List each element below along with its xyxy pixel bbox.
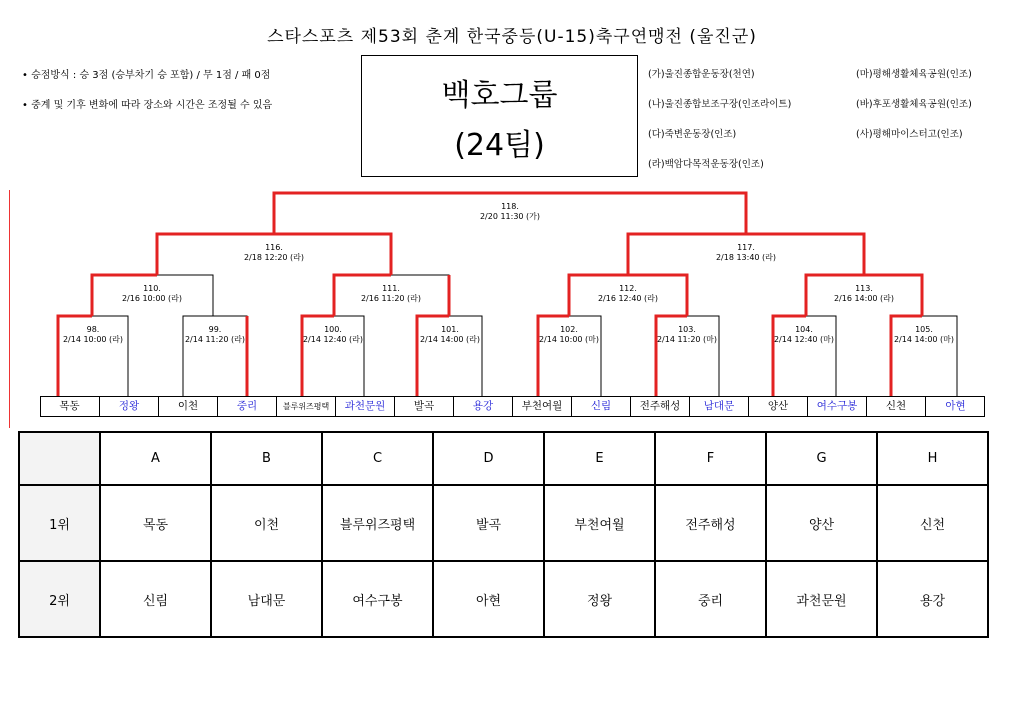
match-time: 2/16 10:00 (라) bbox=[121, 294, 183, 303]
team-namdaemun: 남대문 bbox=[689, 396, 748, 417]
match-112 bbox=[578, 284, 678, 304]
header-cell: H bbox=[877, 432, 988, 485]
match-no: 102. bbox=[560, 325, 578, 334]
table-cell: 남대문 bbox=[211, 561, 322, 637]
match-no: 112. bbox=[619, 284, 637, 293]
match-time: 2/18 12:20 (라) bbox=[243, 253, 305, 262]
match-113 bbox=[814, 284, 914, 304]
match-102 bbox=[532, 325, 606, 345]
match-103 bbox=[650, 325, 724, 345]
match-time: 2/16 12:40 (라) bbox=[597, 294, 659, 303]
match-105 bbox=[887, 325, 961, 345]
team-jeonju-haeseong: 전주해성 bbox=[630, 396, 689, 417]
scoring-note: • 승점방식 : 승 3점 (승부차기 승 포함) / 무 1점 / 패 0점 bbox=[22, 70, 271, 81]
match-time: 2/14 12:40 (라) bbox=[302, 335, 364, 344]
match-time: 2/14 12:40 (마) bbox=[773, 335, 835, 344]
team-sincheon: 신천 bbox=[866, 396, 925, 417]
match-time: 2/14 11:20 (마) bbox=[656, 335, 718, 344]
team-ahyeon: 아현 bbox=[925, 396, 985, 417]
table-cell: 이천 bbox=[211, 485, 322, 561]
team-bluewiz-pyeongtaek: 블루위즈평택 bbox=[276, 396, 335, 417]
match-100 bbox=[296, 325, 370, 345]
match-101 bbox=[413, 325, 487, 345]
table-cell: 여수구봉 bbox=[322, 561, 433, 637]
match-116 bbox=[224, 243, 324, 263]
header-cell: A bbox=[100, 432, 211, 485]
venue-ba: (바)후포생활체육공원(인조) bbox=[856, 99, 972, 110]
venue-na: (나)울진종합보조구장(인조라이트) bbox=[648, 99, 792, 110]
table-cell: 정왕 bbox=[544, 561, 655, 637]
match-time: 2/14 10:00 (마) bbox=[538, 335, 600, 344]
table-cell: 중리 bbox=[655, 561, 766, 637]
match-no: 118. bbox=[501, 202, 519, 211]
match-118 bbox=[460, 202, 560, 222]
match-time: 2/14 11:20 (라) bbox=[184, 335, 246, 344]
header-cell: E bbox=[544, 432, 655, 485]
match-time: 2/14 14:00 (마) bbox=[893, 335, 955, 344]
match-time: 2/14 14:00 (라) bbox=[419, 335, 481, 344]
match-104 bbox=[767, 325, 841, 345]
table-cell: 목동 bbox=[100, 485, 211, 561]
rank-label: 1위 bbox=[19, 485, 100, 561]
table-cell: 용강 bbox=[877, 561, 988, 637]
match-time: 2/16 14:00 (라) bbox=[833, 294, 895, 303]
match-time: 2/14 10:00 (라) bbox=[62, 335, 124, 344]
venue-da: (다)죽변운동장(인조) bbox=[648, 129, 737, 140]
group-count: (24팀) bbox=[454, 128, 545, 163]
team-mokdong: 목동 bbox=[59, 400, 80, 412]
table-cell: 신림 bbox=[100, 561, 211, 637]
match-no: 111. bbox=[382, 284, 400, 293]
venue-ma: (마)평해생활체육공원(인조) bbox=[856, 69, 972, 80]
team-bucheon-yeowol: 부천여월 bbox=[512, 396, 571, 417]
venue-ga: (가)울진종합운동장(천연) bbox=[648, 69, 755, 80]
team-jungri: 중리 bbox=[217, 396, 276, 417]
header-cell: B bbox=[211, 432, 322, 485]
header-cell: G bbox=[766, 432, 877, 485]
match-no: 110. bbox=[143, 284, 161, 293]
header-cell: F bbox=[655, 432, 766, 485]
match-no: 98. bbox=[86, 325, 100, 334]
match-117 bbox=[696, 243, 796, 263]
page-title: 스타스포츠 제53회 춘계 한국중등(U-15)축구연맹전 (울진군) bbox=[267, 27, 757, 47]
results-table bbox=[18, 431, 989, 638]
table-cell: 발곡 bbox=[433, 485, 544, 561]
match-no: 99. bbox=[208, 325, 222, 334]
table-cell: 아현 bbox=[433, 561, 544, 637]
table-cell: 신천 bbox=[877, 485, 988, 561]
table-cell: 블루위즈평택 bbox=[322, 485, 433, 561]
match-no: 100. bbox=[324, 325, 342, 334]
venue-sa: (사)평해마이스터고(인조) bbox=[856, 129, 963, 140]
match-111 bbox=[341, 284, 441, 304]
table-cell: 전주해성 bbox=[655, 485, 766, 561]
table-cell: 양산 bbox=[766, 485, 877, 561]
match-no: 105. bbox=[915, 325, 933, 334]
match-no: 113. bbox=[855, 284, 873, 293]
match-time: 2/18 13:40 (라) bbox=[715, 253, 777, 262]
team-jeongwang: 정왕 bbox=[99, 396, 158, 417]
team-sillim: 신림 bbox=[571, 396, 630, 417]
table-cell: 과천문원 bbox=[766, 561, 877, 637]
schedule-note: • 중계 및 기후 변화에 따라 장소와 시간은 조정될 수 있음 bbox=[22, 100, 273, 111]
results-row-second bbox=[19, 561, 988, 637]
match-no: 104. bbox=[795, 325, 813, 334]
results-header-row bbox=[19, 432, 988, 485]
header-cell: D bbox=[433, 432, 544, 485]
match-no: 117. bbox=[737, 243, 755, 252]
match-110 bbox=[102, 284, 202, 304]
match-98 bbox=[56, 325, 130, 345]
group-name: 백호그룹 bbox=[441, 78, 558, 113]
team-yangsan: 양산 bbox=[748, 396, 807, 417]
team-icheon: 이천 bbox=[158, 396, 217, 417]
match-99 bbox=[178, 325, 252, 345]
team-yeosu-gubong: 여수구봉 bbox=[807, 396, 866, 417]
team-gwacheon-munwon: 과천문원 bbox=[335, 396, 394, 417]
match-no: 101. bbox=[441, 325, 459, 334]
team-balgok: 발곡 bbox=[394, 396, 453, 417]
header-cell: C bbox=[322, 432, 433, 485]
rank-label: 2위 bbox=[19, 561, 100, 637]
match-time: 2/16 11:20 (라) bbox=[360, 294, 422, 303]
results-row-first bbox=[19, 485, 988, 561]
match-time: 2/20 11:30 (가) bbox=[479, 212, 541, 221]
match-no: 116. bbox=[265, 243, 283, 252]
header-corner bbox=[19, 432, 100, 485]
venue-ra: (라)백암다목적운동장(인조) bbox=[648, 159, 764, 170]
match-no: 103. bbox=[678, 325, 696, 334]
table-cell: 부천여월 bbox=[544, 485, 655, 561]
team-yonggang: 용강 bbox=[453, 396, 512, 417]
